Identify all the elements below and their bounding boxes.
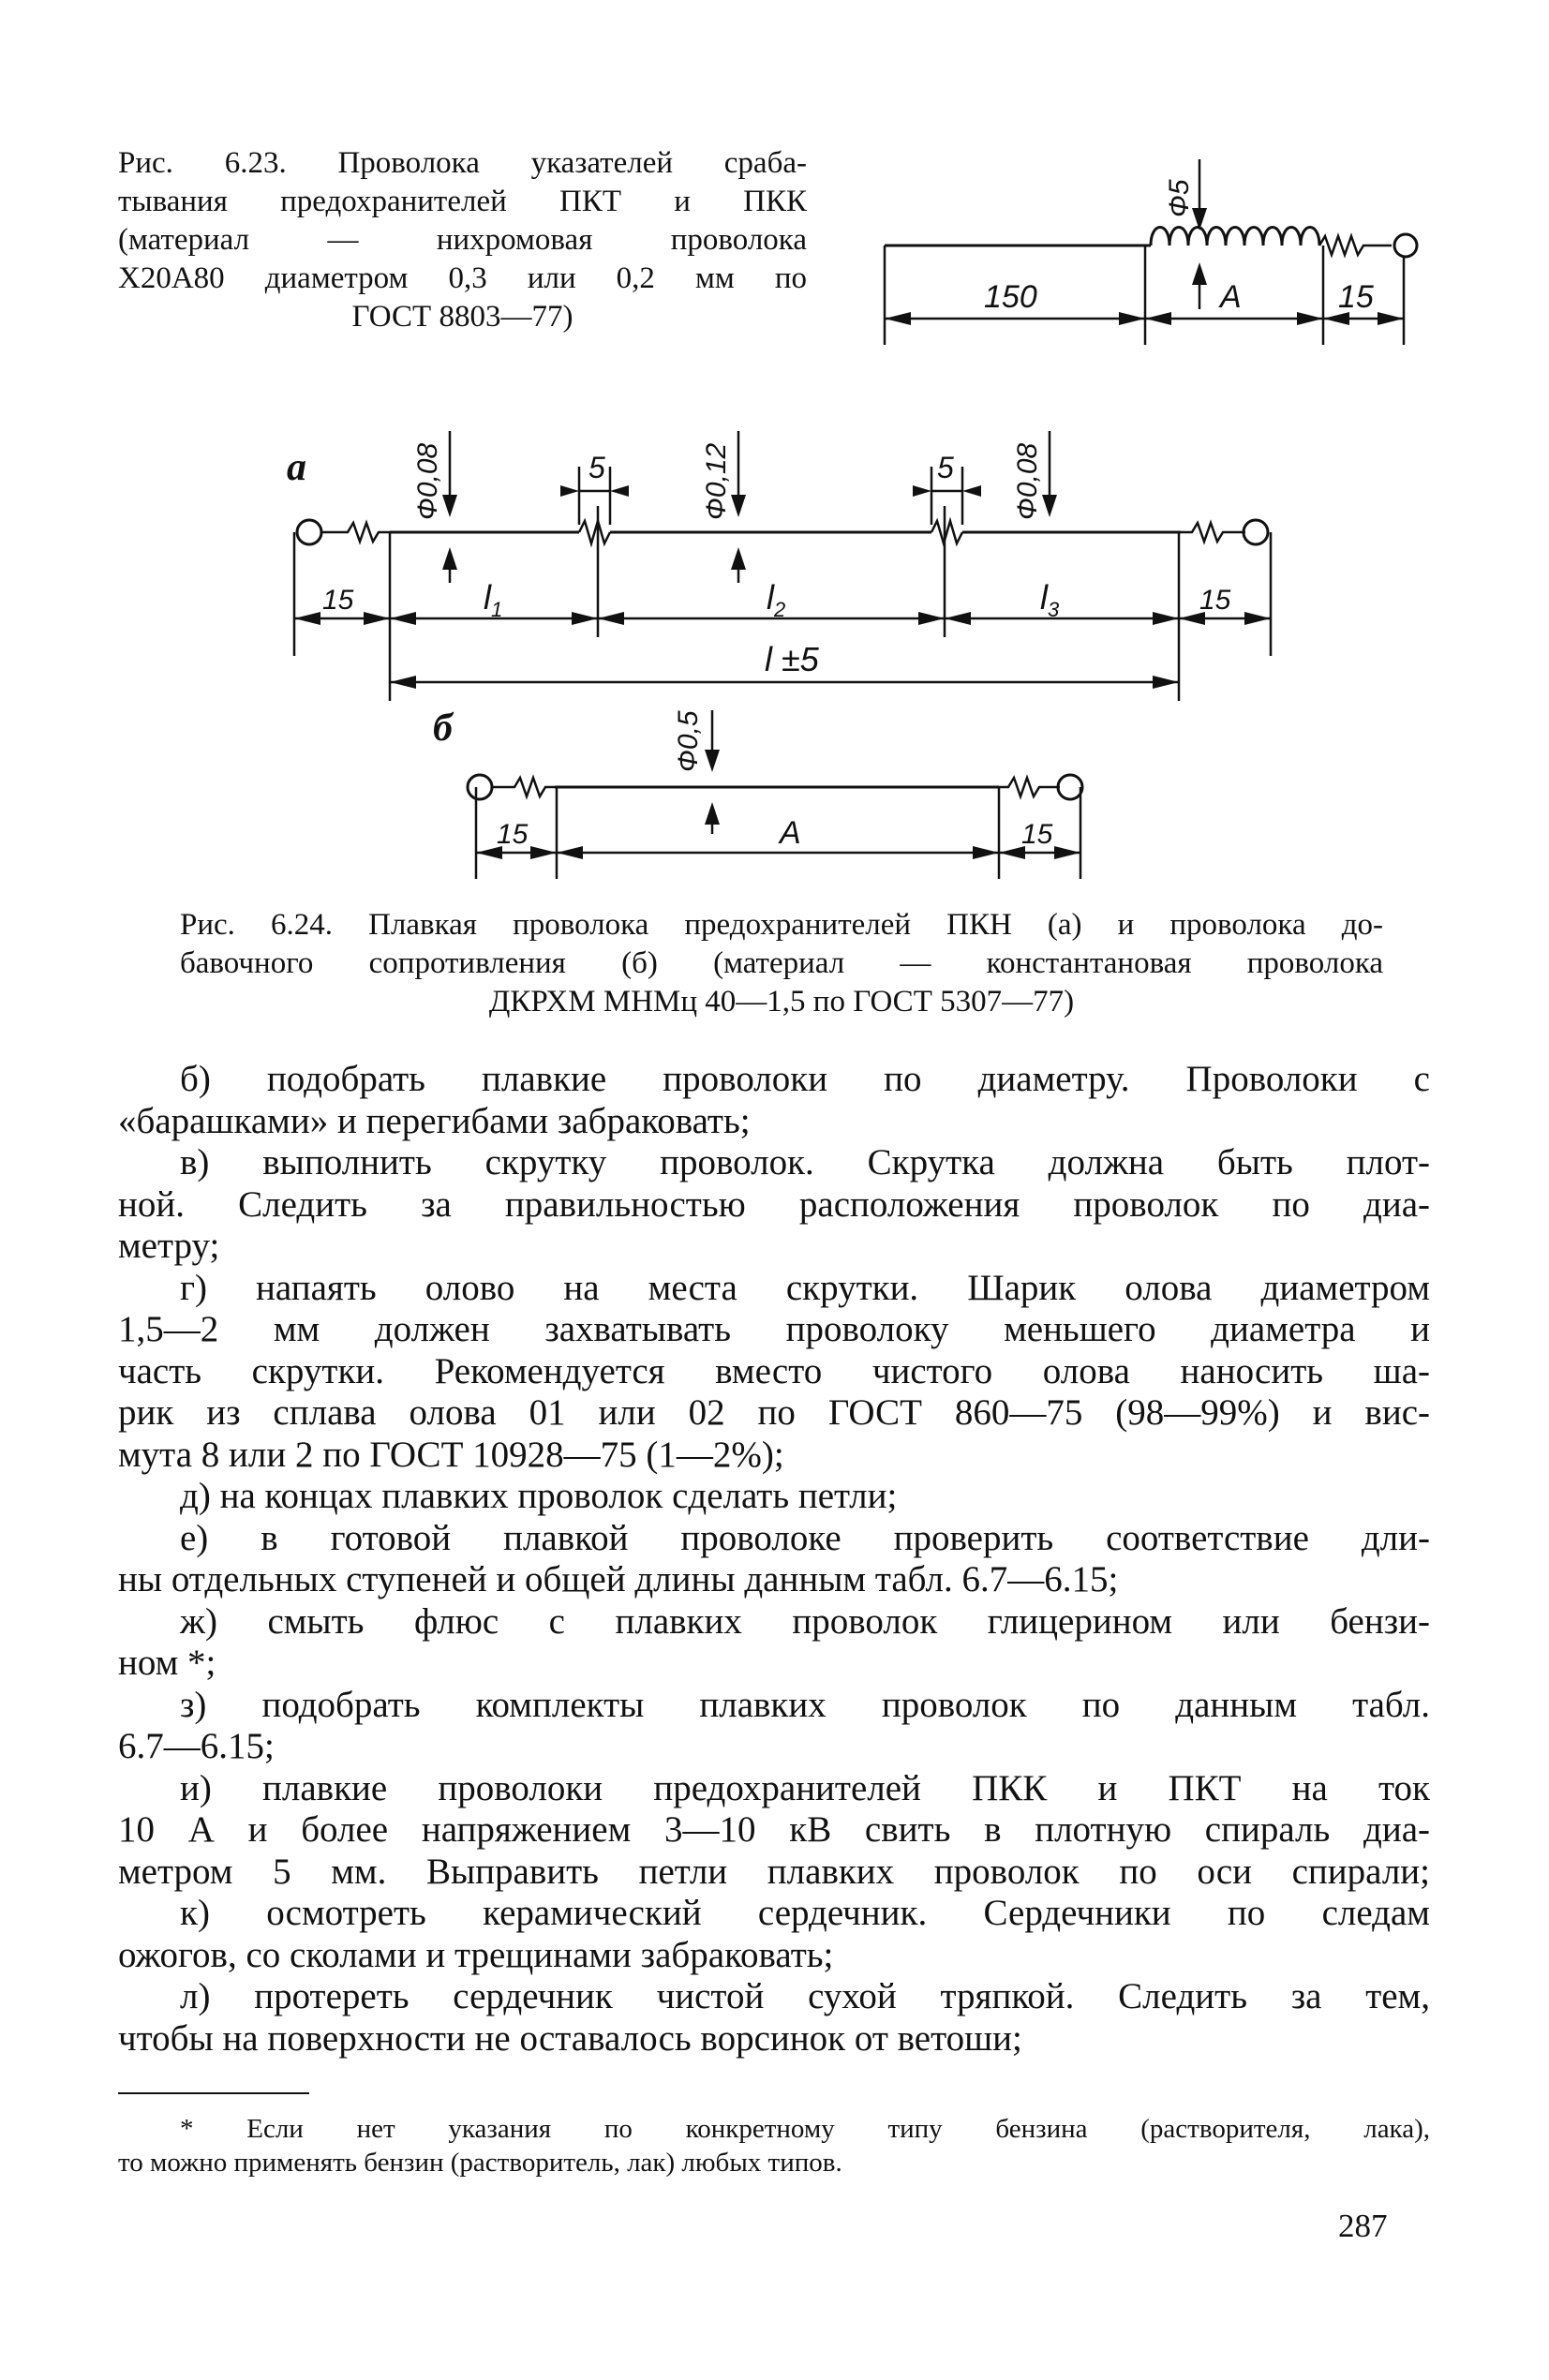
caption-line: тывания предохранителей ПКТ и ПКК [118,185,807,218]
text-line: и) плавкие проволоки предохранителей ПКК и ПКТ на ток [180,1767,1430,1808]
footnote-line: то можно применять бензин (растворитель, лак) любых типов. [118,2148,842,2178]
text-line: метру; [118,1226,220,1266]
fig-6-24-a-total: l ±5 [765,640,819,678]
text-line: з) подобрать комплекты плавких проволок по данным табл. [180,1684,1430,1725]
text-line: 1,5—2 мм должен захватывать проволоку меньшего диаметра и [118,1309,1430,1349]
caption-line: (материал — нихромовая проволока [118,223,807,257]
fig-6-24-b-mid: A [780,815,801,851]
paragraph-e [118,1518,1430,1601]
fig-6-24-b-letter: б [433,707,453,750]
caption-line: бавочного сопротивления (б) (материал — константановая проволока [180,946,1383,980]
caption-line: Рис. 6.24. Плавкая проволока предохранителей ПКН (а) и проволока до- [180,908,1383,942]
fig-6-24-a-gap-1: 5 [588,451,605,484]
caption-line: Х20А80 диаметром 0,3 или 0,2 мм по [118,261,807,295]
fig-6-23-length-15: 15 [1338,279,1374,315]
text-line: «барашками» и перегибами забраковать; [118,1100,751,1141]
fig-6-24-a-l3: $l_3$ [1040,578,1060,621]
footnote [118,2112,1430,2179]
fig-6-23-length-150: 150 [984,279,1037,315]
fig-6-24-b-end-left: 15 [497,819,529,850]
footnote-line: * Если нет указания по конкретному типу бензина (растворителя, лака), [180,2114,1430,2144]
fig-6-24-drawing [0,0,1549,900]
text-line: мута 8 или 2 по ГОСТ 10928—75 (1—2%); [118,1434,784,1475]
fig-6-24-a-end-left: 15 [322,585,354,616]
fig-6-24-a-diam-1: Ф0,08 [412,442,443,520]
fig-6-24-caption [180,906,1383,1021]
text-line: ном *; [118,1643,216,1683]
paragraph-z [118,1685,1430,1768]
fig-6-24-a-end-right: 15 [1199,585,1231,616]
text-line: 6.7—6.15; [118,1726,275,1766]
text-line: л) протереть сердечник чистой сухой тряпкой. Следить за тем, [180,1976,1430,2016]
text-line: чтобы на поверхности не оставалось ворсинок от ветоши; [118,2017,1022,2059]
text-line: д) на концах плавких проволок сделать петли; [180,1476,898,1516]
fig-6-24-a-gap-2: 5 [937,451,954,484]
fig-6-23-diameter-label: Ф5 [1164,179,1195,217]
paragraph-l [118,1976,1430,2060]
text-line: ны отдельных ступеней и общей длины данным табл. 6.7—6.15; [118,1559,1119,1599]
fig-6-24-b-diam: Ф0,5 [673,710,704,772]
caption-line: ГОСТ 8803—77) [351,300,573,334]
paragraph-g [118,1268,1430,1477]
text-line: к) осмотреть керамический сердечник. Сердечники по следам [180,1893,1430,1933]
paragraph-d [118,1476,1430,1518]
fig-6-24-a-l2: $l_2$ [767,578,786,621]
paragraph-zh [118,1601,1430,1685]
text-line: ожогов, со сколами и трещинами забраковать; [118,1934,834,1975]
text-line: часть скрутки. Рекомендуется вместо чистого олова наносить ша- [118,1350,1430,1391]
text-line: г) напаять олово на места скрутки. Шарик олова диаметром [180,1267,1430,1308]
fig-6-24-a-l1: $l_1$ [484,578,503,621]
caption-line: ДКРХМ МНМц 40—1,5 по ГОСТ 5307—77) [488,985,1075,1019]
text-line: б) подобрать плавкие проволоки по диаметру. Проволоки с [180,1059,1430,1099]
footnote-rule [118,2092,309,2094]
paragraph-k [118,1893,1430,1976]
text-line: 10 А и более напряжением 3—10 кВ свить в плотную спираль диа- [118,1809,1430,1850]
paragraph-v [118,1142,1430,1268]
text-line: ж) смыть флюс с плавких проволок глицерином или бензи- [180,1600,1430,1642]
body-text [118,1059,1430,2060]
paragraph-i [118,1768,1430,1894]
fig-6-24-a-letter: а [287,446,306,489]
text-line: е) в готовой плавкой проволоке проверить соответствие дли- [180,1517,1430,1558]
text-line: в) выполнить скрутку проволок. Скрутка должна быть плот- [180,1142,1430,1183]
fig-6-24-a-diam-2: Ф0,12 [701,442,732,520]
caption-line: Рис. 6.23. Проволока указателей сраба- [118,146,807,180]
text-line: метром 5 мм. Выправить петли плавких проволок по оси спирали; [118,1851,1430,1892]
fig-6-23-length-a: A [1220,279,1242,315]
paragraph-b [118,1059,1430,1142]
fig-6-24-b-end-right: 15 [1021,819,1053,850]
text-line: рик из сплава олова 01 или 02 по ГОСТ 860—75 (98—99%) и вис- [118,1392,1430,1433]
page-number: 287 [1338,2208,1388,2244]
fig-6-24-a-diam-3: Ф0,08 [1012,442,1043,520]
text-line: ной. Следить за правильностью расположения проволок по диа- [118,1183,1430,1225]
